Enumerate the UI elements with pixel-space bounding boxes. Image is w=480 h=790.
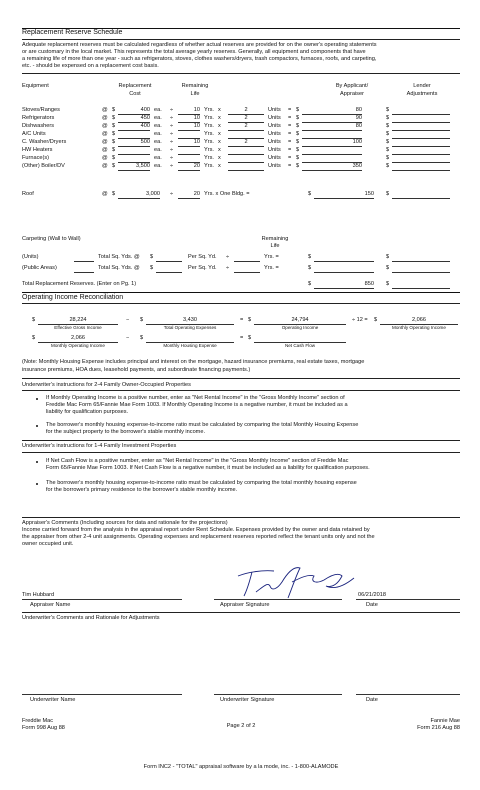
operating-income[interactable]: 24,794 [291,317,309,323]
appraiser-value[interactable]: 80 [355,123,362,129]
equals-sign: = [288,139,292,145]
underwriter-comments-title: Underwriter's Comments and Rationale for Adjustments [22,615,160,621]
underline [314,288,374,289]
roof-life[interactable]: 20 [193,191,200,197]
units-label: Units [268,131,281,137]
replacement-cost[interactable]: 500 [140,139,150,145]
carpet-area-field[interactable] [74,272,94,273]
dollar-sign: $ [308,254,312,260]
units-count[interactable]: 2 [244,115,248,121]
col-cost-2: Cost [129,91,141,97]
divide-sign: ÷ [226,254,230,260]
equals-sign: = [288,155,292,161]
at-sign: @ [102,191,108,197]
rule [22,517,460,518]
times-sign: x [218,163,221,169]
operating-income-label: Operating Income [281,325,319,330]
dollar-sign: $ [296,107,300,113]
uw14-b2-1: The borrower's monthly housing expense-to-income ratio must be calculated by comparing the total monthly housing expense [46,480,357,486]
reserve-title: Replacement Reserve Schedule [22,29,123,36]
equipment-name: Stoves/Ranges [22,107,60,113]
units-label: Units [268,123,281,129]
units-label: Units [268,107,281,113]
replacement-cost[interactable]: 400 [140,107,150,113]
lender-adjustment-field[interactable] [392,162,450,163]
bullet-icon [36,425,38,427]
dollar-sign: $ [386,139,390,145]
underline [228,162,264,163]
divide-sign: ÷ [170,155,174,161]
bullet-icon [36,461,38,463]
at-sign: @ [102,139,108,145]
per-sq-yd-label: Per Sq. Yd. [188,254,217,260]
at-sign: @ [102,155,108,161]
yrs-equals-label: Yrs. = [264,265,279,271]
divide-sign: ÷ [170,163,174,169]
carpet-appraiser-field[interactable] [314,261,374,262]
lender-adjustment-field[interactable] [392,154,450,155]
rule [22,303,460,304]
appraiser-value[interactable]: 90 [355,115,362,121]
dollar-sign: $ [112,191,116,197]
underline [302,146,362,147]
intro-line-3: a remaining life of more than one year - such as refrigerators, stoves, clothes washers/dryers, trash compactors, furnaces, roofs, and carpeting, [22,56,377,62]
ea-label: ea. [154,115,162,121]
dollar-sign: $ [308,191,312,197]
divide-sign: ÷ [170,131,174,137]
monthly-housing-label: Monthly Housing Expense [163,343,217,348]
carpet-appraiser-field[interactable] [314,272,374,273]
carpet-row-label: (Public Areas) [22,265,57,271]
col-equipment: Equipment [22,83,49,89]
footer-left-2: Form 998 Aug 88 [22,725,65,731]
replacement-cost[interactable]: 3,500 [136,163,150,169]
dollar-sign: $ [386,254,390,260]
yrs-label: Yrs. [204,107,214,113]
appraiser-sig-label: Appraiser Signature [220,602,270,608]
uw24-b1-3: liability for qualification purposes. [46,409,129,415]
uw14-b1-2: Form 65/Fannie Mae Form 1003. If Net Cash Flow is a negative number, it must be included as a liability for qualification purposes. [46,465,370,471]
dollar-sign: $ [386,115,390,121]
at-sign: @ [102,131,108,137]
monthly-operating-income-2[interactable]: 2,066 [71,335,85,341]
lender-adjustment-field[interactable] [392,138,450,139]
oir-note-2: insurance premiums, HOA dues, leasehold payments, and subordinate financing payments.) [22,367,251,373]
total-dollar: $ [308,281,312,287]
effective-gross-income[interactable]: 28,224 [69,317,87,323]
dollar-sign: $ [386,147,390,153]
footer-left-1: Freddie Mac [22,718,54,724]
equals-sign: = [288,115,292,121]
uw14-b1-1: If Net Cash Flow is a positive number, enter as "Net Rental Income" in the "Gross Monthly Income" section of Freddie Mac [46,458,349,464]
ea-label: ea. [154,155,162,161]
underline [178,146,200,147]
col-lender-1: Lender [413,83,431,89]
divide-sign: ÷ [170,123,174,129]
yrs-label: Yrs. [204,131,214,137]
equipment-name: A/C Units [22,131,46,137]
dollar-sign: $ [386,191,390,197]
dollar-sign: $ [150,265,154,271]
one-bldg-label: Yrs. x One Bldg. = [204,191,250,197]
dollar-sign: $ [112,115,116,121]
times-sign: x [218,155,221,161]
footer-page: Page 2 of 2 [226,723,256,729]
appraiser-name[interactable]: Tim Hubbard [22,592,55,598]
dollar-sign: $ [296,139,300,145]
dollar-sign: $ [112,123,116,129]
oir-minus-1: − [126,317,130,323]
ea-label: ea. [154,131,162,137]
lender-adjustment-field[interactable] [392,272,450,273]
dollar-sign: $ [112,147,116,153]
underline [302,130,362,131]
times-sign: x [218,147,221,153]
appraiser-comment-2: the appraiser from other 2-4 unit assignments. Operating expenses and replacement reserves reported reflect the tenant units only and not the [22,534,375,540]
uw24-b2-1: The borrower's monthly housing expense-to-income ratio must be calculated by comparing the total Monthly Housing Expense [46,422,359,428]
dollar-sign: $ [112,107,116,113]
appraiser-value[interactable]: 80 [355,107,362,113]
lender-adjustment-field[interactable] [392,170,450,171]
total-reserves-value[interactable]: 850 [364,281,374,287]
units-count[interactable]: 2 [244,139,248,145]
yrs-label: Yrs. [204,139,214,145]
underwriter-date-label: Date [366,697,378,703]
underline [178,154,200,155]
underline [228,170,264,171]
lender-adjustment-field[interactable] [392,198,450,199]
appraiser-date[interactable]: 06/21/2018 [358,592,386,598]
times-sign: x [218,107,221,113]
dollar-sign: $ [386,107,390,113]
uw24-b1-2: Freddie Mac Form 65/Fannie Mae Form 1003. If Monthly Operating Income is a negative number, it must be included as a [46,402,348,408]
rule [22,39,460,40]
col-cost-1: Replacement [118,83,152,89]
dollar-sign: $ [296,147,300,153]
yrs-label: Yrs. [204,115,214,121]
times-sign: x [218,131,221,137]
underline [228,146,264,147]
underline [118,154,150,155]
lender-adjustment-field[interactable] [392,146,450,147]
dollar-sign: $ [386,131,390,137]
divide-sign: ÷ [170,147,174,153]
underline [314,198,374,199]
col-appraiser-1: By Applicant/ [335,83,369,89]
times-sign: x [218,115,221,121]
divide-sign: ÷ [170,139,174,145]
carpet-life-field[interactable] [234,261,260,262]
appraiser-signature [234,562,358,602]
uw14-b2-2: for the borrower's primary residence to the borrower's stable monthly income. [46,487,238,493]
underline [302,170,362,171]
equipment-name: HW Heaters [22,147,53,153]
total-lender-dollar: $ [386,281,390,287]
carpet-row-label: (Units) [22,254,39,260]
monthly-operating-income[interactable]: 2,066 [412,317,426,323]
oir-dollar-2: $ [140,317,144,323]
carpet-life-field[interactable] [234,272,260,273]
yrs-label: Yrs. [204,163,214,169]
yrs-label: Yrs. [204,155,214,161]
rule [22,612,460,613]
oir-dollar-5: $ [32,335,36,341]
col-life-1: Remaining [181,83,209,89]
bullet-icon [36,398,38,400]
ea-label: ea. [154,163,162,169]
uw14-title: Underwriter's instructions for 1-4 Family Investment Properties [22,443,177,449]
appraiser-value[interactable]: 350 [352,163,362,169]
dollar-sign: $ [386,163,390,169]
col-life-2: Life [190,91,200,97]
divide-sign: ÷ [170,107,174,113]
footer-right-2: Form 216 Aug 88 [417,725,460,731]
effective-gross-label: Effective Gross Income [54,325,102,330]
equipment-name: Furnace(s) [22,155,50,161]
per-sq-yd-label: Per Sq. Yd. [188,265,217,271]
underwriter-date-field[interactable] [356,694,460,695]
dollar-sign: $ [308,265,312,271]
oir-dollar-6: $ [140,335,144,341]
oir-title: Operating Income Reconciliation [22,294,124,301]
roof-label: Roof [22,191,34,197]
remaining-life[interactable]: 20 [193,163,200,169]
intro-line-2: or are customary in the local market. This represents the total average yearly reserves. Generally, all equipment and components that have [22,49,366,55]
carpet-life-1: Remaining [261,236,289,242]
dollar-sign: $ [296,163,300,169]
units-label: Units [268,163,281,169]
at-sign: @ [102,147,108,153]
carpet-life-2: Life [270,243,280,249]
underwriter-sig-field[interactable] [214,694,342,695]
underline [214,599,342,600]
divide-sign: ÷ [226,265,230,271]
remaining-life[interactable]: 10 [193,123,200,129]
dollar-sign: $ [112,163,116,169]
bullet-icon [36,483,38,485]
oir-dollar-4: $ [374,317,378,323]
replacement-cost[interactable]: 400 [140,123,150,129]
dollar-sign: $ [112,131,116,137]
roof-cost[interactable]: 3,000 [146,191,160,197]
underwriter-name-label: Underwriter Name [30,697,76,703]
underline [228,130,264,131]
oir-equals-2: = [240,335,244,341]
units-label: Units [268,115,281,121]
footer-software: Form INC2 - "TOTAL" appraisal software by a la mode, inc. - 1-800-ALAMODE [143,764,339,770]
carpet-area-field[interactable] [74,261,94,262]
underline [118,146,150,147]
total-lender-field[interactable] [392,288,450,289]
uw24-title: Underwriter's instructions for 2-4 Family Owner-Occupied Properties [22,382,191,388]
lender-adjustment-field[interactable] [392,122,450,123]
appraiser-name-label: Appraiser Name [30,602,71,608]
replacement-cost[interactable]: 450 [140,115,150,121]
dollar-sign: $ [112,155,116,161]
underline [178,130,200,131]
underwriter-name-field[interactable] [22,694,182,695]
lender-adjustment-field[interactable] [392,261,450,262]
rule [22,292,460,293]
div-by-12: ÷ 12 = [352,317,368,323]
ea-label: ea. [154,107,162,113]
dollar-sign: $ [296,115,300,121]
oir-note-1: (Note: Monthly Housing Expense includes principal and interest on the mortgage, hazard insurance premiums, real estate taxes, mortgage [22,359,365,365]
at-sign: @ [102,107,108,113]
appraiser-comment-1: Income carried forward from the analysis in the appraisal report under Rent Schedule. Expenses provided by the owner and data retained by [22,527,370,533]
net-cash-flow-label: Net Cash Flow [284,343,316,348]
carpet-cost-field[interactable] [156,261,182,262]
rule [22,452,460,453]
at-sign: @ [102,115,108,121]
oir-dollar-7: $ [248,335,252,341]
equals-sign: = [288,147,292,153]
dollar-sign: $ [296,131,300,137]
col-appraiser-2: Appraiser [340,91,364,97]
ea-label: ea. [154,139,162,145]
underline [178,170,200,171]
units-label: Units [268,147,281,153]
rule [22,440,460,441]
rule [22,390,460,391]
divide-sign: ÷ [170,191,174,197]
lender-adjustment-field[interactable] [392,114,450,115]
appraiser-comments-title: Appraiser's Comments (Including sources for data and rationale for the projections) [22,520,228,526]
appraiser-date-label: Date [366,602,378,608]
dollar-sign: $ [386,155,390,161]
underline [302,154,362,155]
remaining-life[interactable]: 10 [193,115,200,121]
intro-line-4: etc. - should be expensed on a replacement cost basis. [22,63,159,69]
equals-sign: = [288,123,292,129]
sq-yds-label: Total Sq. Yds. @ [98,254,140,260]
at-sign: @ [102,123,108,129]
total-expenses-label: Total Operating Expenses [163,325,217,330]
equipment-name: (Other) Boiler/DV [22,163,65,169]
carpet-cost-field[interactable] [156,272,182,273]
uw24-b1-1: If Monthly Operating Income is a positive number, enter as "Net Rental Income" in the "Gross Monthly Income" section of [46,395,345,401]
ea-label: ea. [154,147,162,153]
dollar-sign: $ [112,139,116,145]
intro-line-1: Adequate replacement reserves must be calculated regardless of whether actual reserves are provided for on the owner's operating statements [22,42,377,48]
equipment-name: C. Washer/Dryers [22,139,67,145]
units-count[interactable]: 2 [244,123,248,129]
dollar-sign: $ [150,254,154,260]
sq-yds-label: Total Sq. Yds. @ [98,265,140,271]
underline [22,599,182,600]
units-count[interactable]: 2 [244,107,248,113]
units-label: Units [268,155,281,161]
oir-dollar-3: $ [248,317,252,323]
ea-label: ea. [154,123,162,129]
rule [22,378,460,379]
rule [22,73,460,74]
equipment-name: Dishwashers [22,123,55,129]
col-lender-2: Adjustments [406,91,438,97]
oir-dollar-1: $ [32,317,36,323]
appraiser-comment-3: owner occupied unit. [22,541,74,547]
oir-equals-1: = [240,317,244,323]
underline [178,198,200,199]
equals-sign: = [288,107,292,113]
underline [118,170,150,171]
equals-sign: = [288,163,292,169]
divide-sign: ÷ [170,115,174,121]
carpeting-label: Carpeting (Wall to Wall) [22,236,81,242]
yrs-label: Yrs. [204,147,214,153]
remaining-life[interactable]: 10 [193,107,200,113]
at-sign: @ [102,163,108,169]
units-label: Units [268,139,281,145]
footer-right-1: Fannie Mae [430,718,460,724]
yrs-label: Yrs. [204,123,214,129]
total-operating-expenses[interactable]: 3,430 [183,317,197,323]
yrs-equals-label: Yrs. = [264,254,279,260]
underline [356,599,460,600]
times-sign: x [218,123,221,129]
underline [118,130,150,131]
remaining-life[interactable]: 10 [193,139,200,145]
underwriter-sig-label: Underwriter Signature [220,697,275,703]
dollar-sign: $ [296,155,300,161]
lender-adjustment-field[interactable] [392,130,450,131]
equals-sign: = [288,131,292,137]
underline [118,198,160,199]
monthly-income-label: Monthly Operating Income [392,325,446,330]
total-reserves-label: Total Replacement Reserves. (Enter on Pg. 1) [22,281,137,287]
dollar-sign: $ [386,123,390,129]
equipment-name: Refrigerators [22,115,55,121]
times-sign: x [218,139,221,145]
monthly-income-label-2: Monthly Operating Income [51,343,105,348]
uw24-b2-2: for the subject property to the borrower's stable monthly income. [46,429,206,435]
dollar-sign: $ [296,123,300,129]
oir-minus-2: − [126,335,130,341]
appraiser-value[interactable]: 100 [352,139,362,145]
underline [228,154,264,155]
dollar-sign: $ [386,265,390,271]
roof-appraiser-value[interactable]: 150 [364,191,374,197]
